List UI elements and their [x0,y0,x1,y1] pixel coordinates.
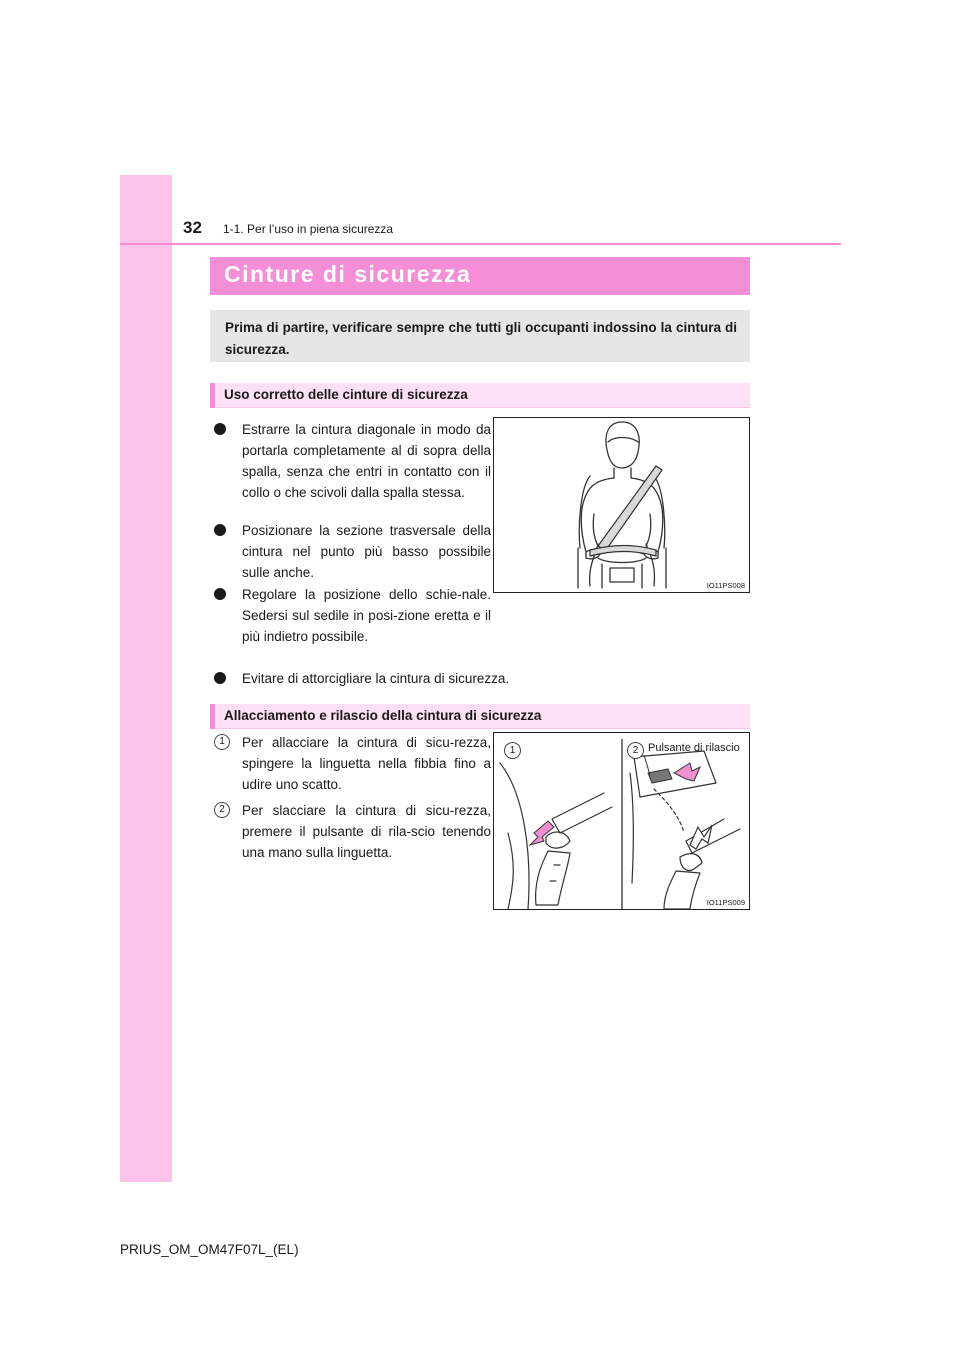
bullet-text: Posizionare la sezione trasversale della cintura nel punto più basso possibile sulle anche. [242,523,491,580]
step-number: 2 [214,802,230,818]
page-number: 32 [183,218,202,237]
figure-code: IO11PS008 [706,581,745,590]
section-heading-fastening [210,704,750,729]
bullet-icon [214,423,226,435]
intro-box [210,310,750,362]
step-text: Per slacciare la cintura di sicu-rezza, premere il pulsante di rila-scio tenendo una mano sulla linguetta. [242,803,491,860]
release-button-label: Pulsante di rilascio [648,742,740,754]
bullet-text: Estrarre la cintura diagonale in modo da portarla completamente al di sopra della spalla, senza che entri in contatto con il collo o che scivoli dalla spalla stessa. [242,422,491,500]
bullet-icon [214,588,226,600]
title-bar [210,257,750,295]
seated-occupant-figure [493,417,750,593]
section-heading-text: Allacciamento e rilascio della cintura di sicurezza [224,708,542,723]
figure-callout-1: 1 [504,742,521,759]
intro-text: Prima di partire, verificare sempre che tutti gli occupanti indossino la cintura di sicurezza. [225,320,737,357]
buckle-figure [493,732,750,910]
section-heading-text: Uso corretto delle cinture di sicurezza [224,387,468,402]
section-heading-correct-use [210,383,750,408]
header-rule [120,243,841,245]
document-footer: PRIUS_OM_OM47F07L_(EL) [120,1242,299,1257]
breadcrumb: 1-1. Per l’uso in piena sicurezza [223,222,394,236]
figure-code: IO11PS009 [706,898,745,907]
bullet-text: Regolare la posizione dello schie-nale. Sedersi sul sedile in posi-zione eretta e il più indietro possibile. [242,587,491,644]
bullet-icon [214,672,226,684]
buckle-illustration [494,733,749,909]
seated-occupant-illustration [494,418,749,592]
page-title: Cinture di sicurezza [224,261,472,287]
figure-callout-2: 2 [627,742,644,759]
side-tab-strip [120,175,172,1182]
bullet-icon [214,524,226,536]
step-number: 1 [214,734,230,750]
bullet-text: Evitare di attorcigliare la cintura di sicurezza. [242,671,510,686]
step-text: Per allacciare la cintura di sicu-rezza, spingere la linguetta nella fibbia fino a udire uno scatto. [242,735,491,792]
